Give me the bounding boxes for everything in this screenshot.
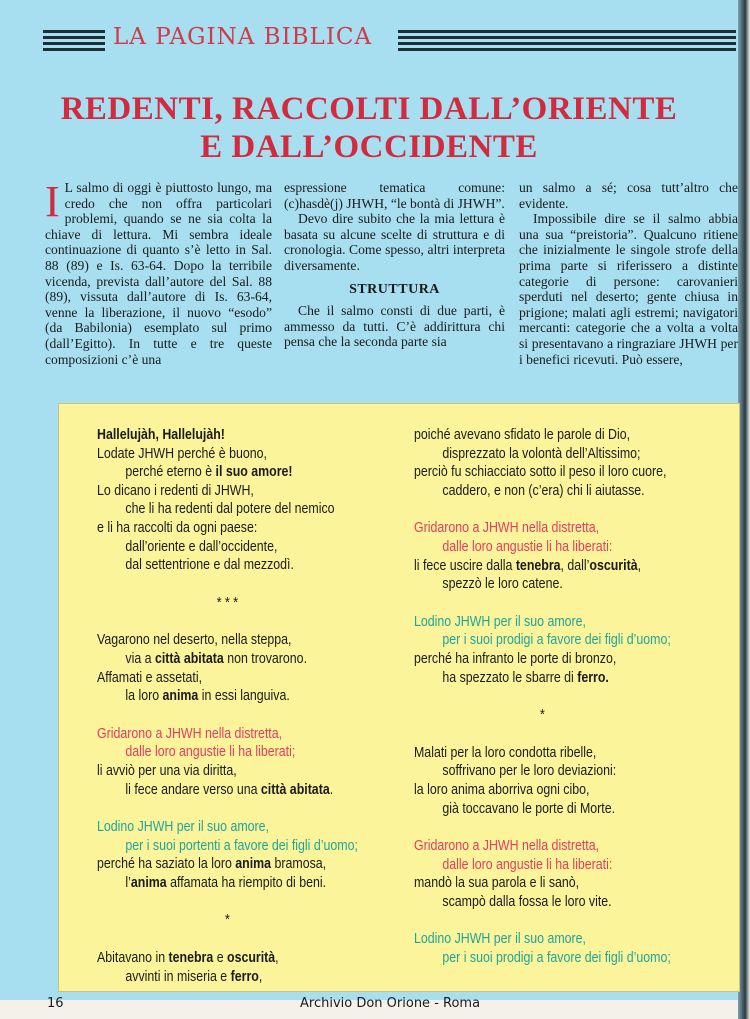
psalm-line (414, 762, 671, 781)
psalm-text: , (258, 968, 263, 985)
psalm-refrain-line (414, 856, 671, 875)
psalm-text: la loro anima aborriva ogni cibo, (414, 781, 590, 798)
psalm-line (97, 463, 358, 482)
section-header (43, 22, 736, 60)
psalm-text: già toccavano le porte di Morte. (442, 800, 616, 817)
psalm-praise-line (414, 949, 671, 968)
article-column-3 (519, 180, 738, 367)
psalm-text: , (637, 557, 642, 574)
psalm-line (97, 968, 358, 987)
paragraph-text: L salmo di oggi è piuttosto lungo, ma credo che non offra particolari problemi, quando se ne sia colta la chiave di lettura. Mi sembra ideale continuazione di quanto s’è letto in Sal. 88 (89) e Is. 63-64. Dopo la terribile vicenda, prevista dall’autore del Sal. 88 (89), vissuta dall’autore di Is. 63-64, venne la liberazione, il nuovo “esodo” (da Babilonia) esemplato sul primo (dall’Egitto). In tutte e tre queste composizioni c’è una (45, 180, 272, 367)
psalm-line (414, 893, 671, 912)
article-paragraph: espressione tematica comune: (c)hasdè(j) JHWH, “le bontà di JHWH”. (284, 180, 505, 211)
psalm-text: in essi languiva. (198, 688, 290, 705)
psalm-emphasis: oscurità (589, 557, 638, 574)
psalm-line (97, 669, 358, 688)
psalm-text: dalle loro angustie li ha liberati; (125, 744, 296, 761)
stanza-separator: * (539, 707, 545, 724)
psalm-text: l’ (125, 874, 131, 891)
psalm-line (97, 949, 358, 968)
article-title-line-1: REDENTI, RACCOLTI DALL’ORIENTE (60, 91, 678, 127)
psalm-text: mandò la sua parola e li sanò, (414, 875, 580, 892)
psalm-line (414, 575, 671, 594)
page-number: 16 (47, 996, 64, 1011)
psalm-line (414, 445, 671, 464)
psalm-line (97, 781, 358, 800)
psalm-line (414, 426, 671, 445)
psalm-emphasis: ferro (230, 968, 259, 985)
psalm-refrain-line (414, 519, 671, 538)
stanza-gap (414, 911, 671, 930)
psalm-emphasis: ferro. (577, 669, 609, 686)
psalm-text: . (329, 781, 334, 798)
psalm-line (97, 631, 358, 650)
psalm-line (97, 482, 358, 501)
psalm-emphasis: tenebra (515, 557, 561, 574)
psalm-text: Lodino JHWH per il suo amore, (414, 613, 586, 630)
stanza-separator: * * * (216, 594, 239, 611)
stanza-gap (97, 930, 358, 949)
psalm-line (97, 855, 358, 874)
header-stripes-left (43, 30, 105, 54)
psalm-text: Gridarono a JHWH nella distretta, (97, 725, 283, 742)
psalm-text: avvinti in miseria e (125, 968, 231, 985)
psalm-praise-line (414, 631, 671, 650)
psalm-line (97, 874, 358, 893)
psalm-text: Lodate JHWH perché è buono, (97, 445, 267, 462)
psalm-emphasis: anima (235, 856, 272, 873)
psalm-praise-line (97, 837, 358, 856)
psalm-emphasis: città abitata (260, 781, 330, 798)
psalm-line (414, 781, 671, 800)
psalm-text: perché eterno è (125, 464, 216, 481)
psalm-text: che li ha redenti dal potere del nemico (125, 501, 335, 518)
psalm-text: per i suoi prodigi a favore dei figli d’uomo; (442, 950, 671, 967)
stanza-gap (97, 799, 358, 818)
psalm-text: perché ha saziato la loro (97, 856, 236, 873)
psalm-praise-line (97, 818, 358, 837)
psalm-text: soffrivano per le loro deviazioni: (442, 763, 617, 780)
psalm-line (97, 426, 358, 445)
psalm-text: Gridarono a JHWH nella distretta, (414, 520, 600, 537)
drop-cap: I (45, 177, 60, 226)
stanza-gap (414, 725, 671, 744)
subheading-struttura: STRUTTURA (349, 281, 440, 297)
archive-credit: Archivio Don Orione - Roma (300, 996, 481, 1011)
article-paragraph: Impossibile dire se il salmo abbia una sua “preistoria”. Qualcuno ritiene che inizialmente le singole strofe della prima parte si riferissero a distinte categorie di persone: carovanieri sperduti nel deserto; gente chiusa in prigione; malati agli estremi; navigatori mercanti: categorie che a volta a volta si presentavano a ringraziare JHWH per i benefici ricevuti. Può essere, (519, 211, 738, 367)
article-column-1 (45, 177, 272, 367)
psalm-emphasis: oscurità (227, 950, 276, 967)
psalm-text: Gridarono a JHWH nella distretta, (414, 838, 600, 855)
psalm-line (97, 445, 358, 464)
psalm-emphasis: il suo amore! (215, 464, 293, 481)
psalm-text: li fece uscire dalla (414, 557, 516, 574)
stanza-gap (97, 892, 358, 911)
psalm-text: perciò fu schiacciato sotto il peso il loro cuore, (414, 464, 667, 481)
psalm-emphasis: città abitata (154, 650, 224, 667)
psalm-emphasis: tenebra (168, 950, 214, 967)
article-paragraph: un salmo a sé; cosa tutt’altro che evidente. (519, 180, 738, 211)
article-paragraph (45, 177, 272, 367)
psalm-line (97, 538, 358, 557)
stanza-gap (97, 575, 358, 594)
article-column-2 (284, 180, 505, 350)
psalm-line (97, 500, 358, 519)
psalm-text: bramosa, (271, 856, 327, 873)
psalm-emphasis: anima (162, 688, 199, 705)
article-paragraph: Devo dire subito che la mia lettura è basata su alcune scelte di struttura e di cronologia. Come spesso, altri interpreta diversamente. (284, 211, 505, 273)
psalm-text: e (213, 950, 228, 967)
psalm-line (97, 762, 358, 781)
psalm-refrain-line (97, 743, 358, 762)
psalm-line (414, 482, 671, 501)
psalm-column-1 (97, 426, 358, 986)
psalm-refrain-line (414, 837, 671, 856)
psalm-line (414, 557, 671, 576)
psalm-line (97, 519, 358, 538)
psalm-text: , (275, 950, 279, 967)
psalm-text: dall’oriente e dall’occidente, (125, 538, 278, 555)
psalm-line (97, 687, 358, 706)
stanza-gap (414, 500, 671, 519)
stanza-separator: * (225, 912, 230, 929)
psalm-text: scampò dalla fossa le loro vite. (442, 893, 612, 910)
psalm-text: dalle loro angustie li ha liberati: (442, 538, 613, 555)
psalm-text: dal settentrione e dal mezzodì. (125, 557, 294, 574)
psalm-praise-line (414, 930, 671, 949)
stanza-gap (414, 594, 671, 613)
psalm-text: poiché avevano sfidato le parole di Dio, (414, 427, 631, 443)
stanza-gap (414, 818, 671, 837)
psalm-text: per i suoi prodigi a favore dei figli d’uomo; (442, 632, 671, 649)
psalm-text: dalle loro angustie li ha liberati: (442, 856, 613, 873)
psalm-text: Affamati e assetati, (97, 669, 203, 686)
psalm-text: via a (125, 650, 155, 667)
psalm-praise-line (414, 613, 671, 632)
psalm-emphasis: Hallelujàh, Hallelujàh! (97, 427, 225, 443)
psalm-text: Lodino JHWH per il suo amore, (97, 819, 269, 836)
stanza-gap (97, 612, 358, 631)
psalm-line (97, 556, 358, 575)
psalm-refrain-line (97, 725, 358, 744)
psalm-text: Lo dicano i redenti di JHWH, (97, 482, 254, 499)
psalm-text: per i suoi portenti a favore dei figli d’uomo; (125, 837, 358, 854)
psalm-emphasis: anima (130, 874, 167, 891)
psalm-text: e li ha raccolti da ogni paese: (97, 519, 258, 536)
psalm-text: , dall’ (560, 557, 590, 574)
psalm-line (414, 669, 671, 688)
psalm-text: Vagarono nel deserto, nella steppa, (97, 632, 292, 649)
psalm-text-box (58, 403, 740, 992)
psalm-text: Lodino JHWH per il suo amore, (414, 931, 586, 948)
psalm-line (414, 800, 671, 819)
psalm-text: li avviò per una via diritta, (97, 762, 237, 779)
psalm-text: Abitavano in (97, 950, 169, 967)
stanza-gap (97, 706, 358, 725)
article-title-line-2: E DALL’OCCIDENTE (200, 129, 538, 165)
psalm-line (97, 650, 358, 669)
psalm-refrain-line (414, 538, 671, 557)
psalm-line (414, 463, 671, 482)
psalm-text: spezzò le loro catene. (442, 576, 563, 593)
article-paragraph: Che il salmo consti di due parti, è ammesso da tutti. C’è addirittura chi pensa che la seconda parte sia (284, 303, 505, 350)
header-stripes-right (398, 30, 736, 54)
psalm-text: disprezzato la volontà dell’Altissimo; (442, 445, 641, 462)
psalm-text: li fece andare verso una (125, 781, 261, 798)
psalm-text: Malati per la loro condotta ribelle, (414, 744, 597, 761)
psalm-text: ha spezzato le sbarre di (442, 669, 578, 686)
stanza-gap (414, 687, 671, 706)
psalm-line (414, 744, 671, 763)
psalm-text: la loro (125, 688, 163, 705)
psalm-text: perché ha infranto le porte di bronzo, (414, 650, 617, 667)
psalm-column-2 (414, 426, 671, 968)
psalm-text: caddero, e non (c’era) chi li aiutasse. (442, 482, 645, 499)
psalm-text: non trovarono. (223, 650, 308, 667)
section-title: LA PAGINA BIBLICA (113, 24, 373, 50)
psalm-line (414, 874, 671, 893)
psalm-text: affamata ha riempito di beni. (166, 874, 327, 891)
psalm-line (414, 650, 671, 669)
